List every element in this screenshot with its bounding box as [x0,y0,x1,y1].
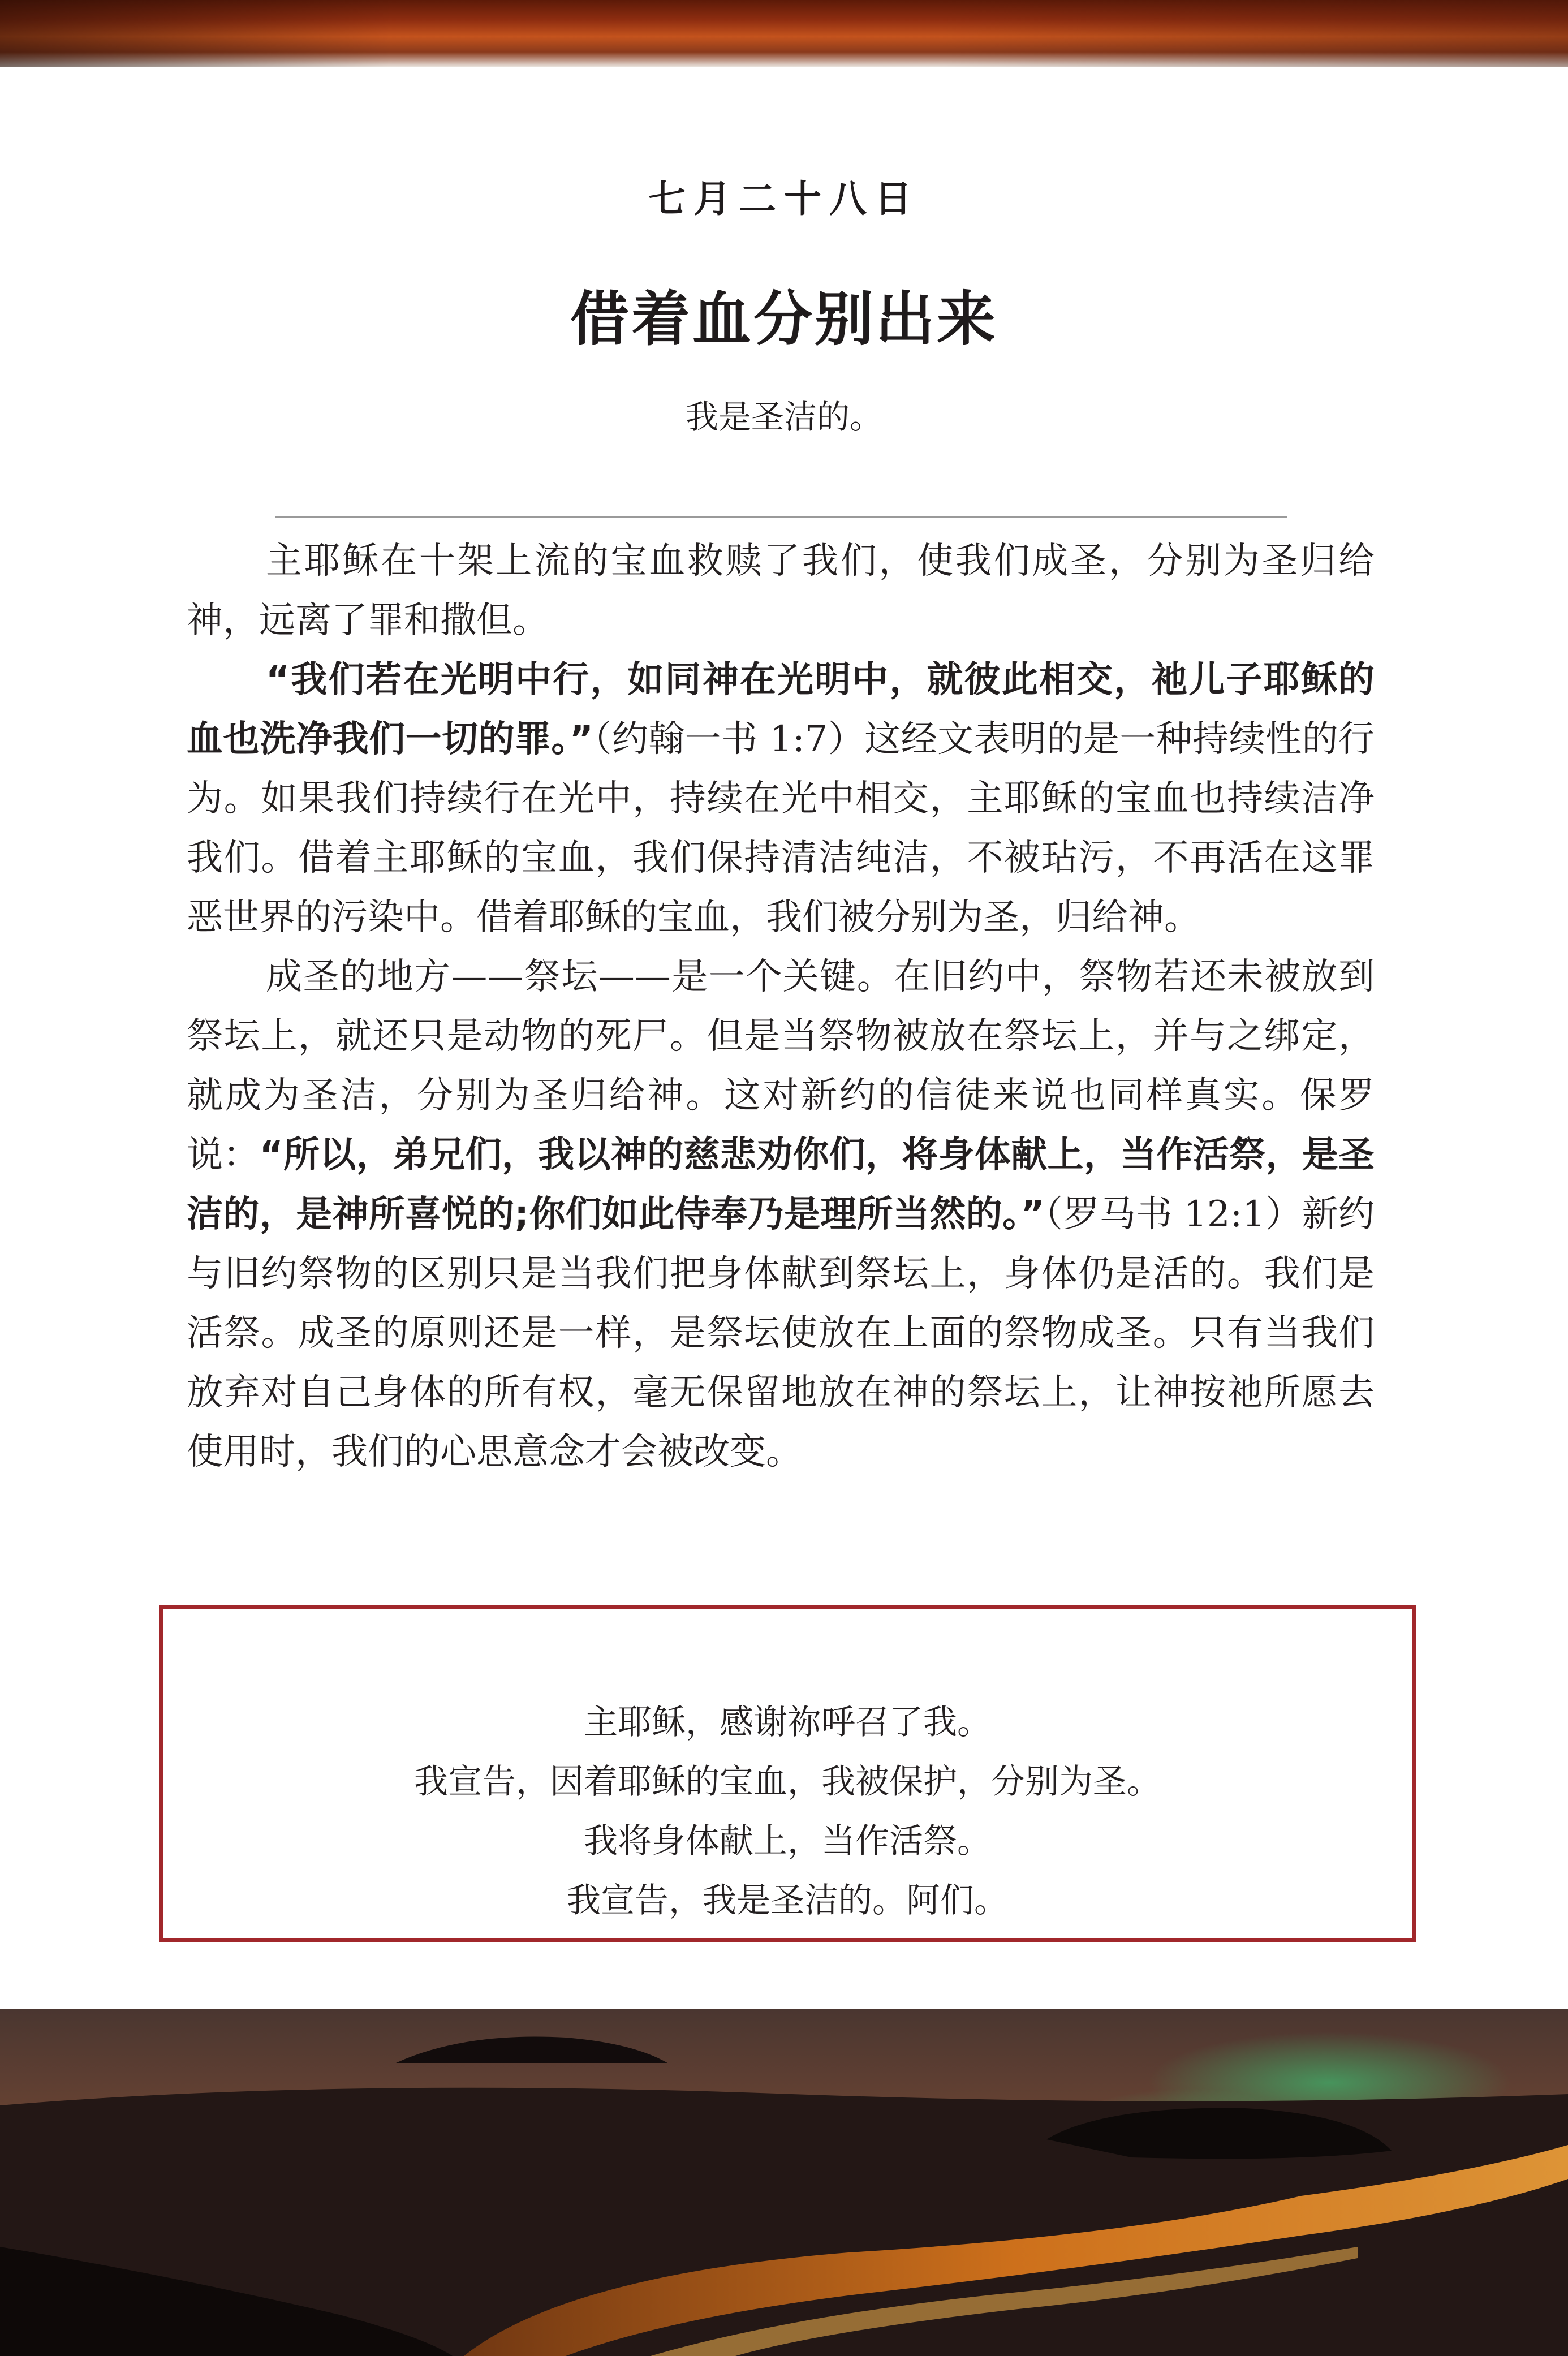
prayer-line-2: 我宣告，因着耶稣的宝血，我被保护，分别为圣。 [414,1762,1161,1802]
body-paragraph-3 [187,947,1375,1482]
body-paragraph-2 [187,651,1375,947]
declaration-subtitle: 我是圣洁的。 [685,398,882,436]
page-date: 七月二十八日 [648,177,920,221]
devotional-body [187,532,1375,1482]
body-paragraph-2-text: （约翰一书 1:7）这经文表明的是一种持续性的行为。如果我们持续行在光中，持续在光中相交，主耶稣的宝血也持续洁净我们。借着主耶稣的宝血，我们保持清洁纯洁，不被玷污，不再活在这罪恶世界的污染中。借着耶稣的宝血，我们被分别为圣，归给神。 [187,718,1375,938]
bottom-landscape-image [0,2009,1568,2356]
body-paragraph-1: 主耶稣在十架上流的宝血救赎了我们，使我们成圣，分别为圣归给神，远离了罪和撒但。 [187,540,1375,641]
prayer-lines [163,1693,1412,1931]
prayer-line-1: 主耶稣，感谢祢呼召了我。 [584,1703,991,1742]
prayer-line-4: 我宣告，我是圣洁的。阿们。 [567,1881,1008,1920]
scripture-quote-1: “我们若在光明中行，如同神在光明中，就彼此相交，祂儿子耶稣的血也洗净我们一切的罪。” [187,659,1375,760]
top-banner-image [0,0,1568,67]
body-paragraph-3-text: （罗马书 12:1）新约与旧约祭物的区别只是当我们把身体献到祭坛上，身体仍是活的。我们是活祭。成圣的原则还是一样，是祭坛使放在上面的祭物成圣。只有当我们放弃对自己身体的所有权，毫无保留地放在神的祭坛上，让神按祂所愿去使用时，我们的心思意念才会被改变。 [187,1194,1375,1473]
prayer-box [159,1605,1416,1942]
scripture-quote-2: “所以，弟兄们，我以神的慈悲劝你们，将身体献上，当作活祭，是圣洁的，是神所喜悦的;你们如此侍奉乃是理所当然的。” [187,1134,1375,1235]
page-title: 借着血分别出来 [570,285,998,354]
landscape-illustration [0,2009,1568,2356]
prayer-line-3: 我将身体献上，当作活祭。 [584,1821,991,1861]
body-paragraph-3-intro: 成圣的地方——祭坛——是一个关键。在旧约中，祭物若还未被放到祭坛上，就还只是动物的死尸。但是当祭物被放在祭坛上，并与之绑定，就成为圣洁，分别为圣归给神。这对新约的信徒来说也同样真实。保罗说： [187,956,1375,1176]
title-divider [275,516,1287,518]
